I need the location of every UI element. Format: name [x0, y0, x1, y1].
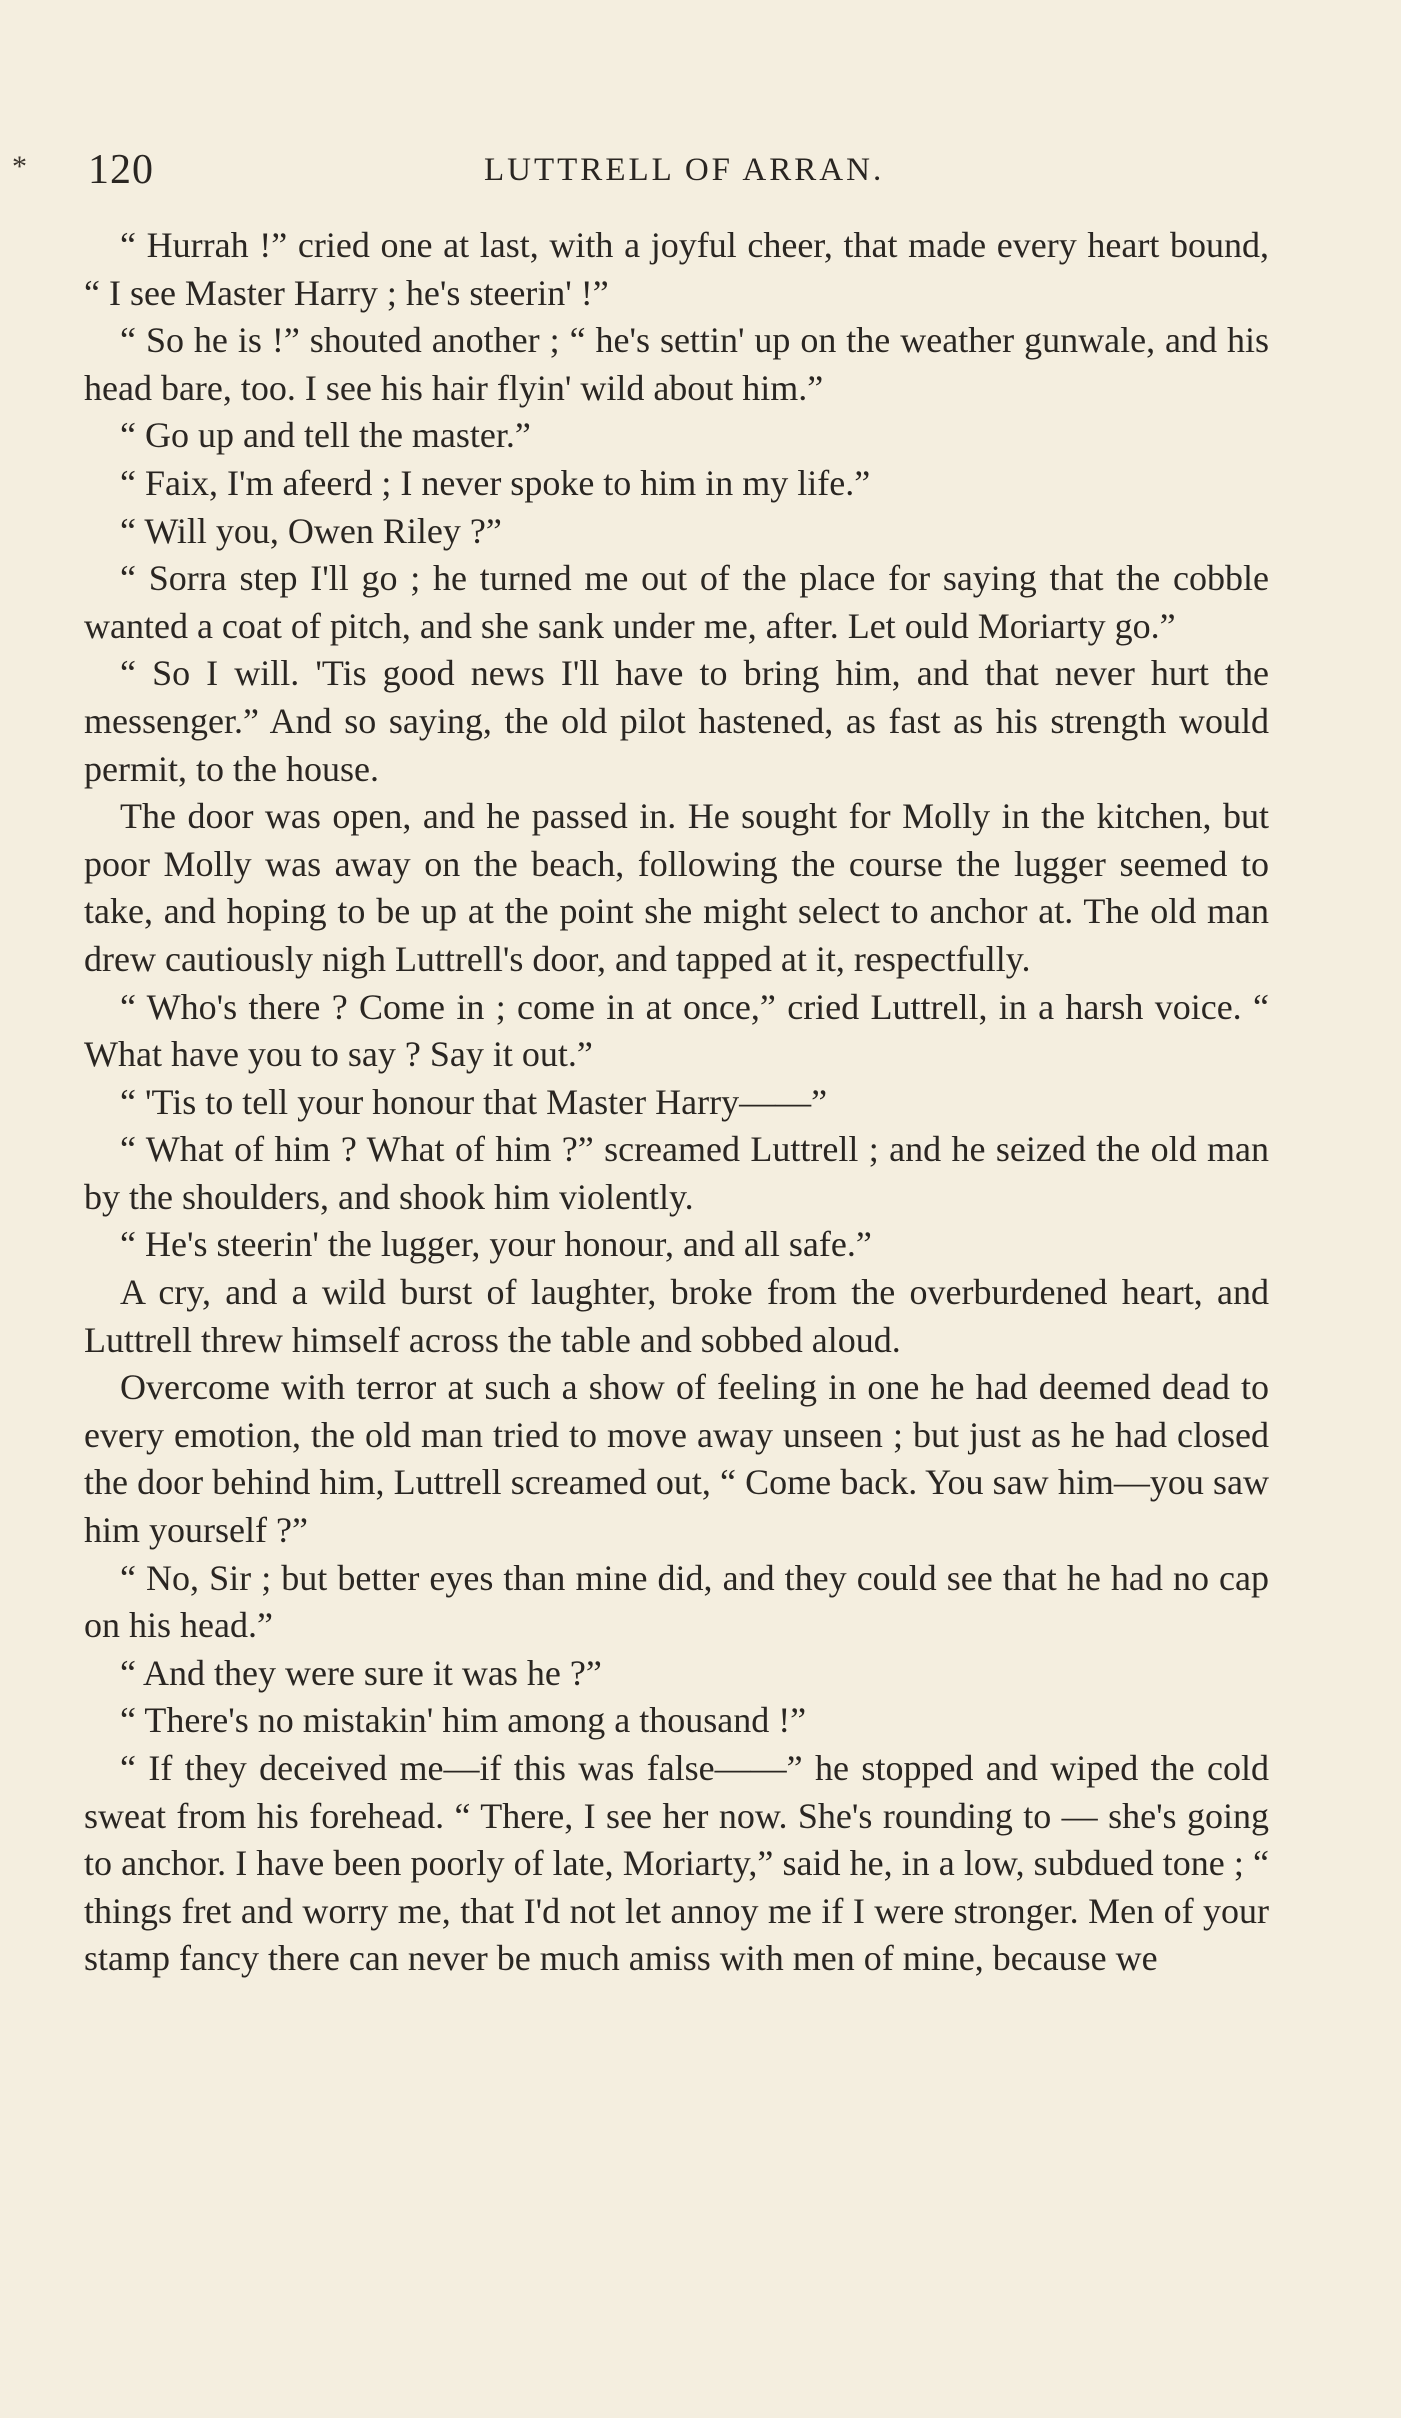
paragraph: “ Go up and tell the master.” — [120, 415, 531, 456]
paragraph: A cry, and a wild burst of laughter, broke from the overburdened heart, and Luttrell threw himself across the table and sobbed aloud. — [84, 1272, 1269, 1360]
paragraph: The door was open, and he passed in. He sought for Molly in the kitchen, but poor Molly was away on the beach, following the course the lugger seemed to take, and hoping to be up at the point she might select to anchor at. The old man drew cautiously nigh Luttrell's door, and tapped at it, respectfully. — [84, 796, 1269, 979]
margin-mark: * — [12, 150, 27, 183]
page-header — [0, 146, 1401, 206]
page-number: 120 — [88, 147, 154, 193]
paragraph: “ Hurrah !” cried one at last, with a joyful cheer, that made every heart bound, “ I see Master Harry ; he's steerin' !” — [84, 225, 1269, 313]
paragraph: “ Sorra step I'll go ; he turned me out of the place for saying that the cobble wanted a coat of pitch, and she sank under me, after. Let ould Moriarty go.” — [84, 558, 1269, 646]
paragraph: “ There's no mistakin' him among a thousand !” — [120, 1700, 807, 1741]
paragraph: Overcome with terror at such a show of feeling in one he had deemed dead to every emotion, the old man tried to move away unseen ; but just as he had closed the door behind him, Luttrell screamed out, “ Come back. You saw him—you saw him yourself ?” — [84, 1367, 1269, 1551]
paragraph: “ If they deceived me—if this was false——” he stopped and wiped the cold sweat from his forehead. “ There, I see her now. She's rounding to — she's going to anchor. I have been poorly of late, Moriarty,” said he, in a low, subdued tone ; “ things fret and worry me, that I'd not let annoy me if I were stronger. Men of your stamp fancy there can never be much amiss with men of mine, because we — [84, 1748, 1269, 1979]
paragraph: “ No, Sir ; but better eyes than mine did, and they could see that he had no cap on his head.” — [84, 1557, 1269, 1646]
paragraph: “ Who's there ? Come in ; come in at once,” cried Luttrell, in a harsh voice. “ What have you to say ? Say it out.” — [84, 986, 1269, 1075]
paragraph: “ So I will. 'Tis good news I'll have to bring him, and that never hurt the messenger.” And so saying, the old pilot hastened, as fast as his strength would permit, to the house. — [84, 653, 1269, 789]
paragraph: “ So he is !” shouted another ; “ he's settin' up on the weather gunwale, and his head bare, too. I see his hair flyin' wild about him.” — [84, 320, 1269, 408]
paragraph: “ 'Tis to tell your honour that Master Harry——” — [120, 1081, 828, 1122]
paragraph: “ And they were sure it was he ?” — [120, 1652, 602, 1693]
body-text — [84, 222, 1269, 1983]
paragraph: “ Will you, Owen Riley ?” — [120, 510, 502, 551]
running-head: LUTTRELL OF ARRAN. — [484, 152, 885, 188]
paragraph: “ He's steerin' the lugger, your honour, and all safe.” — [120, 1224, 872, 1265]
paragraph: “ Faix, I'm afeerd ; I never spoke to him in my life.” — [120, 462, 871, 503]
paragraph: “ What of him ? What of him ?” screamed Luttrell ; and he seized the old man by the shoulders, and shook him violently. — [84, 1129, 1269, 1217]
